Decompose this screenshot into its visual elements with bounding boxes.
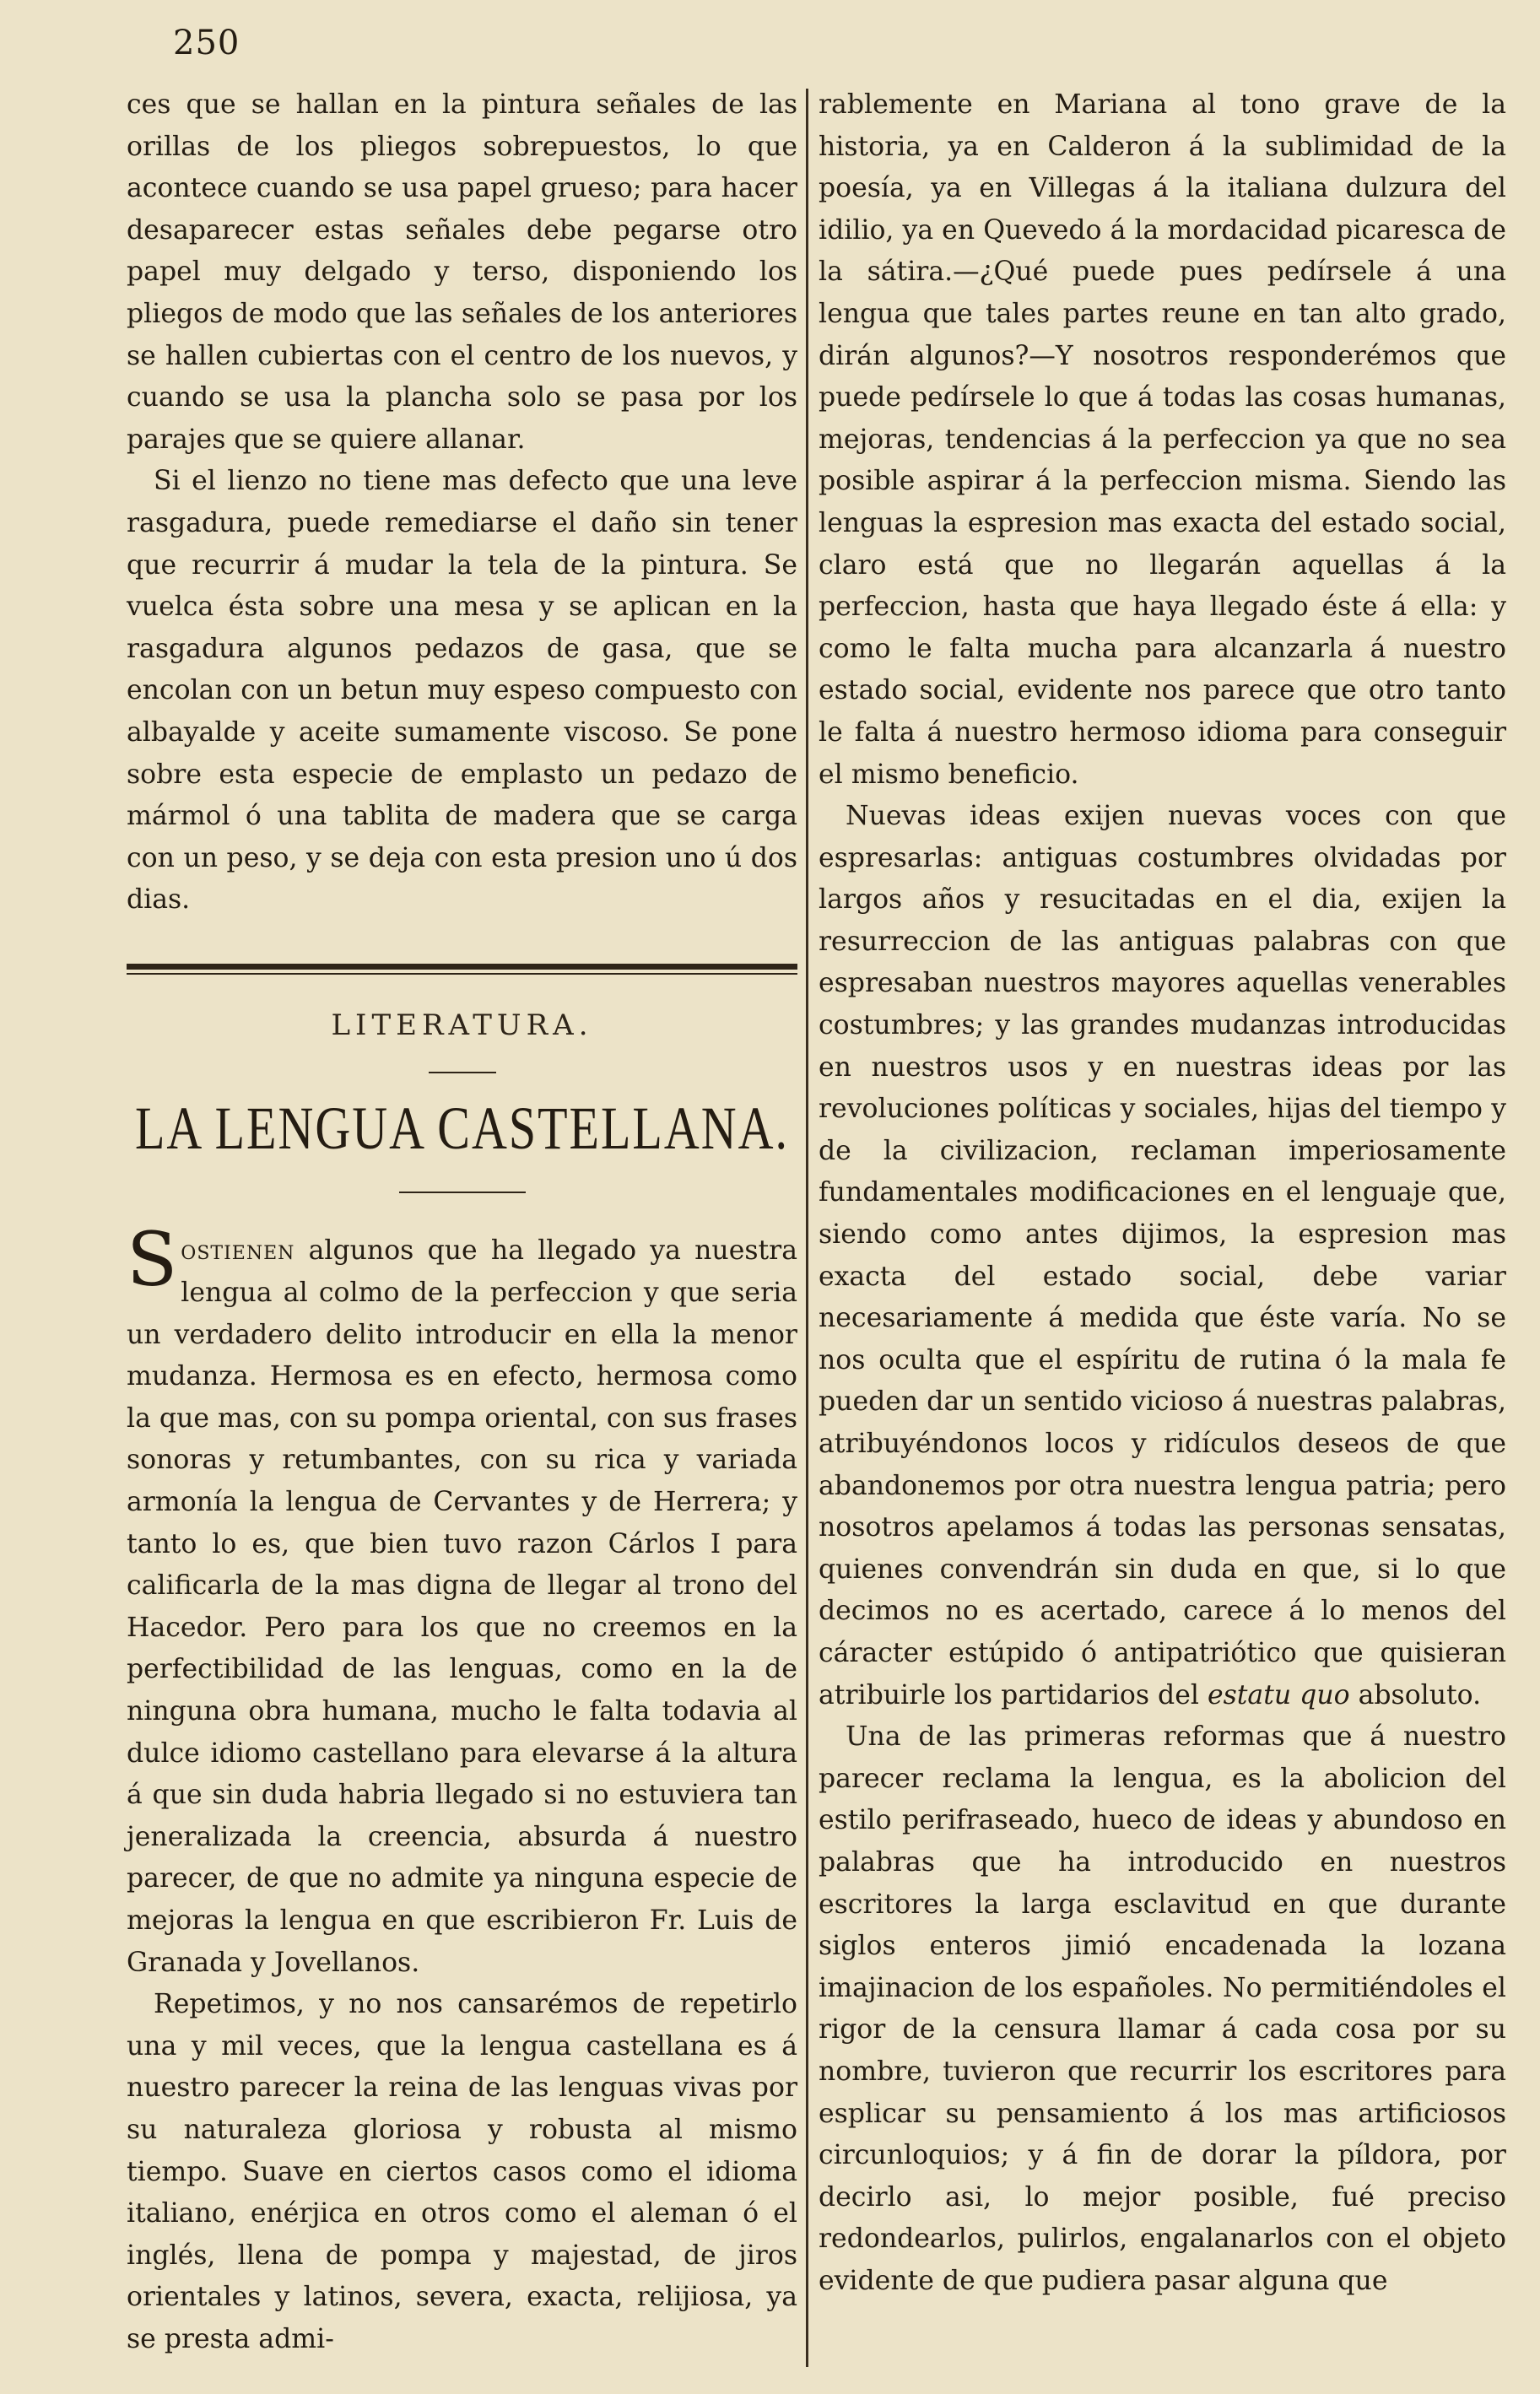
drop-cap: S	[127, 1216, 178, 1304]
short-rule	[429, 1072, 496, 1073]
page-number: 250	[173, 24, 240, 62]
paragraph-text: Nuevas ideas exijen nuevas voces con que espresarlas: antiguas costumbres olvidadas por largos años y resucitadas en el dia, exijen la resurreccion de las antiguas palabras con que espresaban nuestros mayores aquellas venerables costumbres; y las grandes mudanzas introducidas en nuestros usos y en nuestras ideas por las revoluciones políticas y sociales, hijas del tiempo y de la civilizacion, reclaman imperiosamente fundamentales modificaciones en el lenguaje que, siendo como antes dijimos, la espresion mas exacta del estado social, debe variar necesariamente á medida que éste varía. No se nos oculta que el espíritu de rutina ó la mala fe pueden dar un sentido vicioso á nuestras palabras, atribuyéndonos locos y ridículos deseos de que abandonemos por otra nuestra lengua patria; pero nosotros apelamos á todas las personas sensatas, quienes convendrán sin duda en que, si lo que decimos no es acertado, carece á lo menos del cáracter estúpido ó antipatriótico que quisieran atribuirle los partidarios del	[819, 801, 1506, 1710]
section-rule-thin	[127, 973, 797, 975]
short-rule	[399, 1192, 526, 1193]
paragraph-text: absoluto.	[1349, 1679, 1482, 1710]
paragraph: Si el lienzo no tiene mas defecto que una leve rasgadura, puede remediarse el daño sin tener que recurrir á mudar la tela de la pintura. Se vuelca ésta sobre una mesa y se aplican en la rasgadura algunos pedazos de gasa, que se encolan con un betun muy espeso compuesto con albayalde y aceite sumamente viscoso. Se pone sobre esta especie de emplasto un pedazo de mármol ó una tablita de madera que se carga con un peso, y se deja con esta presion uno ú dos dias.	[127, 466, 797, 916]
paragraph: rablemente en Mariana al tono grave de la historia, ya en Calderon á la sublimidad de la poesía, ya en Villegas á la italiana dulzura del idilio, ya en Quevedo á la mordacidad picaresca de la sátira.—¿Qué puede pues pedírsele á una lengua que tales partes reune en tan alto grado, dirán algunos?—Y nosotros responderémos que puede pedírsele lo que á todas las cosas humanas, mejoras, tendencias á la perfeccion ya que no sea posible aspirar á la perfeccion misma. Siendo las lenguas la espresion mas exacta del estado social, claro está que no llegarán aquellas á la perfeccion, hasta que haya llegado éste á ella: y como le falta mucha para alcanzarla á nuestro estado social, evidente nos parece que otro tanto le falta á nuestro hermoso idioma para conseguir el mismo beneficio.	[819, 89, 1506, 790]
section-label: LITERATURA.	[331, 1008, 593, 1042]
paragraph-text: algunos que ha llegado ya nuestra lengua al colmo de la perfeccion y que seria un verdadero delito introducir en ella la menor mudanza. Hermosa es en efecto, hermosa como la que mas, con su pompa oriental, con sus frases sonoras y retumbantes, con su rica y variada armonía la lengua de Cervantes y de Herrera; y tanto lo es, que bien tuvo razon Cárlos I para calificarla de la mas digna de llegar al trono del Hacedor. Pero para los que no creemos en la perfectibilidad de las lenguas, como en la de ninguna obra humana, mucho le falta todavia al dulce idiomo castellano para elevarse á la altura á que sin duda habria llegado si no estuviera tan jeneralizada la creencia, absurda á nuestro parecer, de que no admite ya ninguna especie de mejoras la lengua en que escribieron Fr. Luis de Granada y Jovellanos.	[127, 1235, 797, 1978]
left-column	[127, 84, 797, 2361]
paragraph: ces que se hallan en la pintura señales de las orillas de los pliegos sobrepuestos, lo que acontece cuando se usa papel grueso; para hacer desaparecer estas señales debe pegarse otro papel muy delgado y terso, disponiendo los pliegos de modo que las señales de los anteriores se hallen cubiertas con el centro de los nuevos, y cuando se usa la plancha solo se pasa por los parajes que se quiere allanar.	[127, 89, 797, 455]
column-divider	[806, 89, 808, 2367]
paragraph	[127, 1216, 797, 1984]
section-rule-thick	[127, 964, 797, 970]
paragraph: Una de las primeras reformas que á nuestro parecer reclama la lengua, es la abolicion del estilo perifraseado, hueco de ideas y abundoso en palabras que ha introducido en nuestros escritores la larga esclavitud en que durante siglos enteros jimió encadenada la lozana imajinacion de los españoles. No permitiéndoles el rigor de la censura llamar á cada cosa por su nombre, tuvieron que recurrir los escritores para esplicar su pensamiento á los mas artificiosos circunloquios; y á fin de dorar la píldora, por decirlo asi, lo mejor posible, fué preciso redondearlos, pulirlos, engalanarlos con el objeto evidente de que pudiera pasar alguna que	[819, 1721, 1506, 2296]
paragraph: Repetimos, y no nos cansarémos de repetirlo una y mil veces, que la lengua castellana es á nuestro parecer la reina de las lenguas vivas por su naturaleza gloriosa y robusta al mismo tiempo. Suave en ciertos casos como el idioma italiano, enérjica en otros como el aleman ó el inglés, llena de pompa y majestad, de jiros orientales y latinos, severa, exacta, relijiosa, ya se presta admi-	[127, 1989, 797, 2354]
article-title: LA LENGUA CASTELLANA.	[134, 1094, 789, 1163]
right-column	[819, 84, 1506, 2302]
paragraph	[819, 796, 1506, 1716]
italic-phrase: estatu quo	[1207, 1679, 1350, 1710]
opening-word: ostienen	[181, 1235, 295, 1267]
